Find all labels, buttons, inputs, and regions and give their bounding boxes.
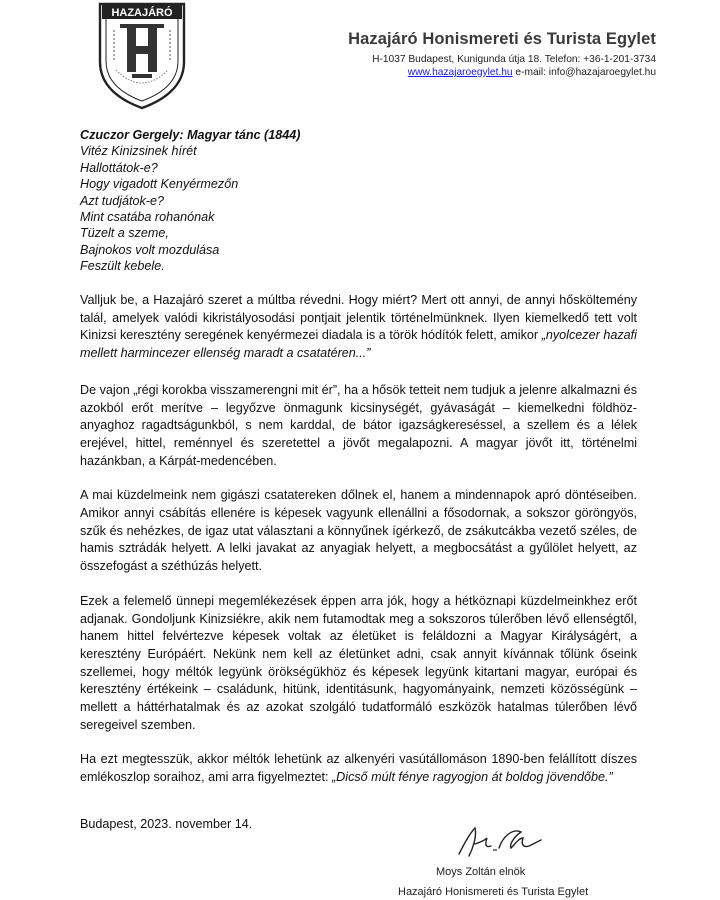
signer-org: Hazajáró Honismereti és Turista Egylet (398, 886, 589, 898)
poem-line: Tüzelt a szeme, (80, 226, 169, 241)
poem-line: Feszült kebele. (80, 259, 165, 274)
paragraph-text: Ha ezt megtesszük, akkor méltók lehetünk az alkenyéri vasútállomáson 1890-ben felállított díszes emlékoszlop soraihoz, ami arra figyelmeztet: (80, 752, 637, 785)
org-name: Hazajáró Honismereti és Turista Egylet (348, 30, 656, 48)
org-address: H-1037 Budapest, Kunigunda útja 18. Telefon: +36-1-201-3734 (372, 54, 656, 65)
letter-body (80, 292, 637, 804)
logo-text: HAZAJÁRÓ (111, 7, 173, 19)
signer-name: Moys Zoltán elnök (436, 866, 526, 878)
paragraph-quote: „Dicső múlt fénye ragyogjon át boldog jövendőbe.” (331, 770, 613, 785)
paragraph (80, 751, 637, 786)
poem-line: Vitéz Kinizsinek hírét (80, 144, 197, 159)
paragraph-quote: „nyolcezer hazafi mellett harmincezer ellenség maradt a csatatéren...” (80, 328, 637, 361)
hazajaro-logo (92, 0, 192, 110)
paragraph: De vajon „régi korokba visszamerengni mit ér”, ha a hősök tetteit nem tudjuk a jelenre alkalmazni és azokból erőt merítve – legyőzve önmagunk kicsinységét, gyávaságát – kiemelkedni földhöz-anyaghoz ragadtságunkból, s nem karddal, de bátor igazságkereséssel, a szellem és a lélek erejével, hittel, reménnyel és szeretettel a jövőt megalapozni. A magyar jövőt itt, történelmi hazánkban, a Kárpát-medencében. (80, 382, 637, 468)
poem-line: Azt tudjátok-e? (80, 193, 165, 208)
paragraph (80, 292, 637, 363)
poem-title: Czuczor Gergely: Magyar tánc (1844) (80, 128, 301, 142)
letter-date: Budapest, 2023. november 14. (80, 817, 253, 831)
paragraph: Ezek a felemelő ünnepi megemlékezések éppen arra jók, hogy a hétköznapi küzdelmeinkhez erőt adjanak. Gondoljunk Kinizsiékre, akik nem futamodtak meg a sokszoros túlerőben lévő ellenségtől, hanem hittel felvértezve képesek voltak az életüket is feláldozni a Magyar Királyságért, a keresztény Európáért. Nekünk nem kell az életünket adni, csak annyit kívánnak tőlünk őseink szellemei, hogy méltók legyünk örökségükhöz és képesek legyünk kitartani magyar, európai és keresztény értékeink – családunk, hitünk, identitásunk, hagyományaink, nemzeti közösségünk – mellett a háttérhatalmak és az azokat szolgáló tudatformáló eszközök hatalmas túlerőben lévő seregeivel szemben. (80, 593, 637, 732)
letterhead (348, 30, 656, 79)
website-link[interactable]: www.hazajaroegylet.hu (407, 67, 513, 78)
paragraph-text: Valljuk be, a Hazajáró szeret a múltba révedni. Hogy miért? Mert ott annyi, de annyi hősköltemény talál, amelyek valódi kikristályosodási pontjait jelentik történelmünknek. Ilyen kiemelkedő tett volt Kinizsi keresztény seregének kenyérmezei diadala is a török hódítók felett, amikor (80, 293, 637, 343)
handwritten-signature (455, 818, 545, 862)
org-email: e-mail: info@hazajaroegylet.hu (515, 67, 656, 78)
poem (80, 127, 300, 275)
poem-line: Hallottátok-e? (80, 160, 158, 175)
org-contact (348, 66, 656, 79)
poem-line: Bajnokos volt mozdulása (80, 242, 220, 257)
paragraph: A mai küzdelmeink nem gigászi csatatereken dőlnek el, hanem a mindennapok apró döntéseiben. Amikor annyi csábítás ellenére is képesek vagyunk ellenállni a fősodornak, a sokszor göröngyös, szűk és nehézkes, de igaz utat választani a könnyűnek ígérkező, de zsákutcákba vezető széles, de hamis sztrádák helyett. A lelki javakat az anyagiak helyett, a megbocsátást a gyűlölet helyett, az összefogást a széthúzás helyett. (80, 488, 637, 574)
poem-line: Hogy vigadott Kenyérmezőn (80, 177, 239, 192)
poem-line: Mint csatába rohanónak (80, 210, 215, 225)
